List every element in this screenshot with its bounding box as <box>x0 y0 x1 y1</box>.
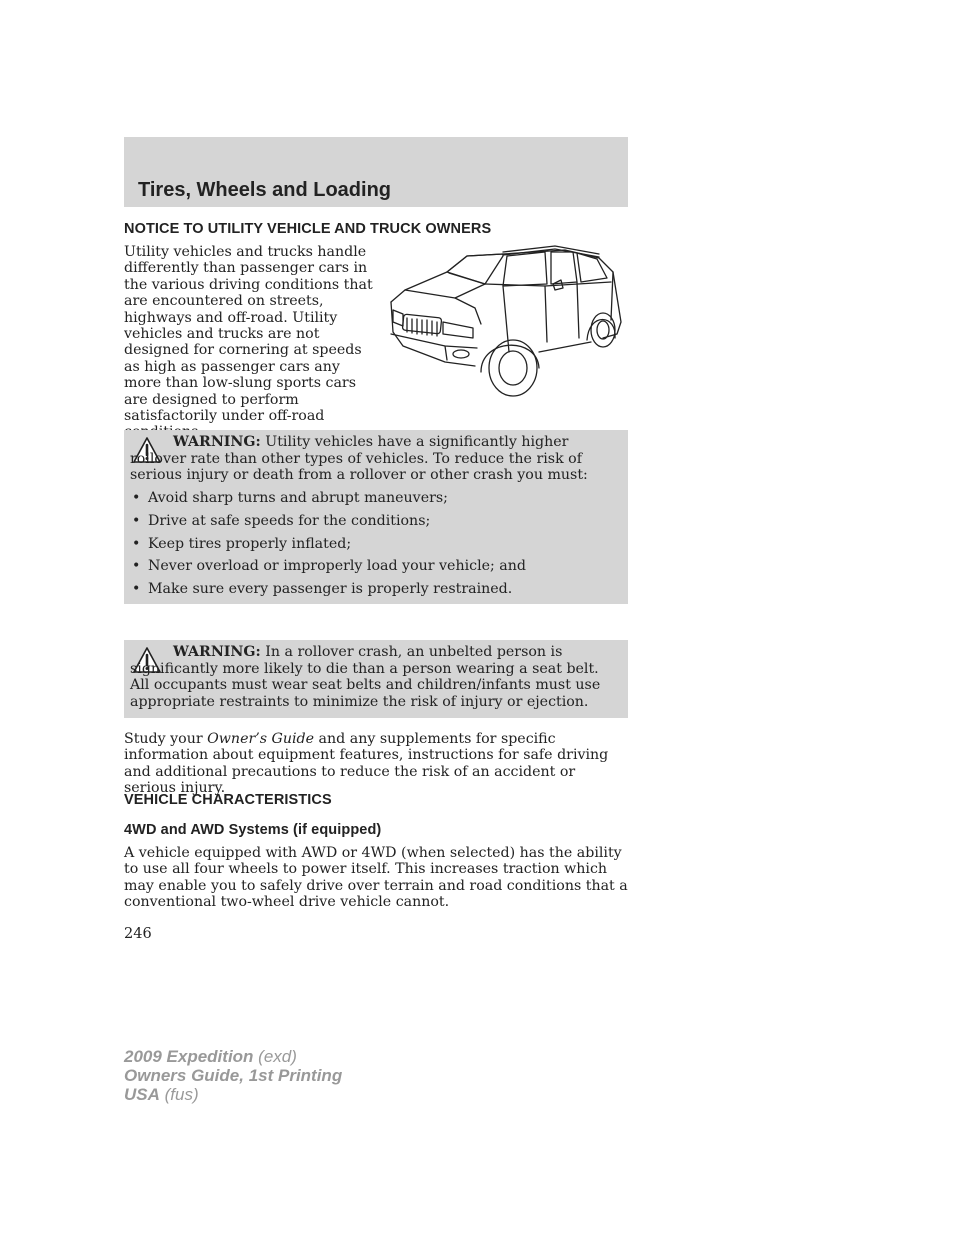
list-item: • Keep tires properly inflated; <box>130 533 620 556</box>
footer-market-code: (fus) <box>159 1085 199 1104</box>
section-heading-vehicle-characteristics: VEHICLE CHARACTERISTICS <box>124 792 332 808</box>
footer-model-code: (exd) <box>253 1047 297 1066</box>
list-item: • Never overload or improperly load your vehicle; and <box>130 555 620 578</box>
warning-text <box>130 644 620 710</box>
footer-printing: Owners Guide, 1st Printing <box>124 1066 343 1085</box>
study-suffix: and any supplements for specific information about equipment features, instructions for safe driving and additional precautions to reduce the risk of an accident or serious injury. <box>124 731 609 797</box>
warning-bullet-list <box>130 487 620 601</box>
owners-guide-title: Owner’s Guide <box>207 731 315 747</box>
intro-paragraph: Utility vehicles and trucks handle differently than passenger cars in the various driving conditions that are encountered on streets, highways and off-road. Utility vehicles and trucks are not designed for cornering at speeds as high as passenger cars any more than low-slung sports cars are designed to perform satisfactorily under off-road <box>124 244 373 425</box>
page-number: 246 <box>124 926 152 942</box>
chapter-header-band <box>124 137 628 207</box>
warning-text <box>130 434 620 484</box>
footer-market: USA <box>124 1085 160 1104</box>
list-item: • Avoid sharp turns and abrupt maneuvers; <box>130 487 620 510</box>
list-item: • Make sure every passenger is properly restrained. <box>130 578 620 601</box>
study-prefix: Study your <box>124 731 208 747</box>
warning-label: WARNING: <box>173 434 261 450</box>
warning-body: Utility vehicles have a significantly higher rollover rate than other types of vehicles. To reduce the risk of serious injury or death from a rollover or other crash you must: <box>130 434 588 484</box>
warning-label: WARNING: <box>173 644 261 660</box>
chapter-title: Tires, Wheels and Loading <box>138 179 392 201</box>
awd-paragraph: A vehicle equipped with AWD or 4WD (when selected) has the ability to use all four wheels to power itself. This increases traction which may enable you to safely drive over terrain and road conditions that a conventional two-wheel drive vehicle cannot. <box>124 845 628 911</box>
warning-box-seatbelt <box>124 640 628 718</box>
study-paragraph <box>124 731 628 797</box>
subsection-heading-4wd-awd: 4WD and AWD Systems (if equipped) <box>124 822 382 838</box>
warning-box-rollover <box>124 430 628 604</box>
list-item: • Drive at safe speeds for the conditions; <box>130 510 620 533</box>
print-footer <box>124 1047 342 1104</box>
section-heading-notice: NOTICE TO UTILITY VEHICLE AND TRUCK OWNERS <box>124 221 492 237</box>
suv-illustration <box>385 242 625 402</box>
warning-body: In a rollover crash, an unbelted person is significantly more likely to die than a person wearing a seat belt. All occupants must wear seat belts and children/infants must use appropriate restraints to minimize the risk of injury or ejection. <box>130 644 601 710</box>
footer-model: 2009 Expedition <box>124 1047 254 1066</box>
